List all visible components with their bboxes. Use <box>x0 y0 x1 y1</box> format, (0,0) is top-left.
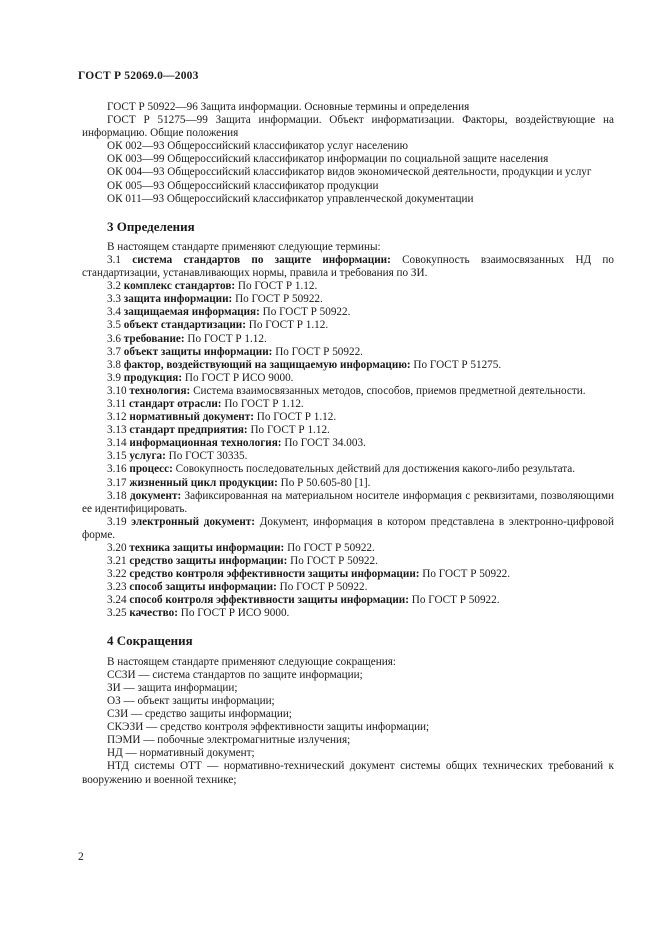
definition-item <box>82 477 614 490</box>
definition-text: По ГОСТ Р 50922. <box>422 568 511 581</box>
definition-number: 3.5 <box>107 319 121 332</box>
page-content <box>82 101 614 787</box>
definition-text: По ГОСТ 30335. <box>168 450 248 463</box>
definition-text: По ГОСТ Р 1.12. <box>237 280 318 293</box>
definition-number: 3.17 <box>107 476 127 489</box>
abbreviation-item: ОЗ — объект защиты информации; <box>107 694 275 707</box>
definition-term: нормативный документ: <box>129 411 254 424</box>
definition-text: По ГОСТ Р 51275. <box>413 358 502 371</box>
section-4-heading: 4 Сокращения <box>107 632 193 648</box>
definition-item <box>82 568 614 581</box>
definition-text: По ГОСТ Р 50922. <box>279 581 368 594</box>
definition-item <box>82 555 614 568</box>
definition-item <box>82 542 614 555</box>
definition-number: 3.11 <box>107 397 127 410</box>
reference-item: ОК 011—93 Общероссийский классификатор управленческой документации <box>107 192 474 205</box>
definition-text: По ГОСТ Р 1.12. <box>187 332 267 345</box>
definition-text: По ГОСТ Р 50922. <box>262 306 351 319</box>
page-number: 2 <box>78 851 84 863</box>
definition-item <box>82 450 614 463</box>
definition-term: процесс: <box>129 463 173 476</box>
definition-number: 3.12 <box>107 411 127 424</box>
abbreviation-item: ПЭМИ — побочные электромагнитные излучения; <box>107 734 351 747</box>
definition-text: По ГОСТ Р 50922. <box>411 594 500 607</box>
definition-item <box>82 581 614 594</box>
definition-term: продукция: <box>123 371 183 384</box>
definition-item <box>82 490 614 516</box>
definition-text: По Р 50.605-80 [1]. <box>280 476 371 489</box>
definition-term: система стандартов по защите информации: <box>132 253 391 266</box>
definition-item <box>82 411 614 424</box>
definition-term: фактор, воздействующий на защищаемую информацию: <box>123 358 411 371</box>
definition-item <box>82 398 614 411</box>
definition-item <box>82 306 614 319</box>
definition-number: 3.7 <box>107 345 121 358</box>
definition-text: Система взаимосвязанных методов, способов, приемов предметной деятельности. <box>193 384 586 397</box>
definition-number: 3.9 <box>107 371 121 384</box>
definition-item <box>82 254 614 280</box>
definition-text: По ГОСТ Р ИСО 9000. <box>180 607 290 620</box>
definition-term: жизненный цикл продукции: <box>129 476 278 489</box>
definition-number: 3.16 <box>107 463 127 476</box>
definition-number: 3.8 <box>107 358 121 371</box>
definition-term: защищаемая информация: <box>123 306 260 319</box>
definition-item <box>82 424 614 437</box>
document-header: ГОСТ Р 52069.0—2003 <box>78 70 199 82</box>
definition-term: объект стандартизации: <box>123 319 246 332</box>
definition-term: требование: <box>123 332 185 345</box>
reference-item: ГОСТ Р 51275—99 Защита информации. Объект информатизации. Факторы, воздействующие на информацию. Общие положения <box>82 114 614 140</box>
definition-text: Зафиксированная на материальном носителе информация с реквизитами, позволяющими ее идентифицировать. <box>82 489 615 515</box>
definition-item <box>82 372 614 385</box>
definition-text: Совокупность взаимосвязанных НД по стандартизации, устанавливающих нормы, правила и требования по ЗИ. <box>82 253 614 280</box>
definition-number: 3.3 <box>107 293 121 306</box>
definition-term: защита информации: <box>123 293 233 306</box>
definition-number: 3.23 <box>107 581 127 594</box>
definition-text: По ГОСТ Р 50922. <box>290 555 378 568</box>
definition-number: 3.2 <box>107 280 121 293</box>
definition-number: 3.10 <box>107 384 127 397</box>
definition-term: информационная технология: <box>129 437 282 450</box>
definition-item <box>82 516 614 542</box>
definition-number: 3.14 <box>107 437 127 450</box>
definition-number: 3.20 <box>107 542 127 554</box>
abbreviation-item: НД — нормативный документ; <box>107 747 255 760</box>
definition-number: 3.24 <box>107 594 127 607</box>
definitions-list <box>82 254 614 621</box>
definition-term: качество: <box>129 607 178 620</box>
definition-number: 3.18 <box>107 489 127 502</box>
reference-item: ОК 005—93 Общероссийский классификатор продукции <box>107 179 379 192</box>
definition-item <box>82 293 614 306</box>
definition-text: По ГОСТ Р 50922. <box>275 345 363 358</box>
definition-number: 3.25 <box>107 607 127 620</box>
definition-number: 3.21 <box>107 555 127 568</box>
definition-item <box>82 319 614 332</box>
definition-term: стандарт отрасли: <box>128 397 222 410</box>
abbreviation-item: СКЭЗИ — средство контроля эффективности защиты информации; <box>107 721 430 734</box>
abbreviation-item: ССЗИ — система стандартов по защите информации; <box>107 668 363 681</box>
definition-term: услуга: <box>129 450 166 463</box>
definition-text: По ГОСТ Р 1.12. <box>224 397 304 410</box>
definition-text: Документ, информация в котором представлена в электронно-цифровой форме. <box>82 515 615 541</box>
section-3-intro: В настоящем стандарте применяют следующие термины: <box>107 240 381 253</box>
definition-term: технология: <box>129 384 191 397</box>
reference-item: ОК 004—93 Общероссийский классификатор видов экономической деятельности, продукции и услуг <box>107 166 592 179</box>
definition-text: По ГОСТ Р 1.12. <box>248 319 329 332</box>
definition-term: средство защиты информации: <box>129 555 288 568</box>
definition-term: способ контроля эффективности защиты информации: <box>129 594 409 607</box>
definition-term: техника защиты информации: <box>129 542 285 554</box>
definition-text: По ГОСТ Р 1.12. <box>250 424 330 437</box>
definition-text: По ГОСТ Р ИСО 9000. <box>184 371 294 384</box>
definition-item <box>82 385 614 398</box>
definition-term: стандарт предприятия: <box>129 424 248 437</box>
definition-term: средство контроля эффективности защиты информации: <box>129 568 420 581</box>
definition-number: 3.6 <box>107 332 121 345</box>
definition-number: 3.22 <box>107 568 127 581</box>
definition-item <box>82 359 614 372</box>
definition-number: 3.15 <box>107 450 127 463</box>
definition-number: 3.19 <box>107 515 127 528</box>
abbreviations-list <box>82 669 614 787</box>
definition-text: По ГОСТ Р 50922. <box>235 293 323 306</box>
abbreviation-item: ЗИ — защита информации; <box>107 681 238 694</box>
definition-term: комплекс стандартов: <box>123 280 236 293</box>
reference-item: ОК 002—93 Общероссийский классификатор услуг населению <box>107 140 409 153</box>
definition-term: объект защиты информации: <box>123 345 273 358</box>
definition-item <box>82 607 614 620</box>
reference-item: ГОСТ Р 50922—96 Защита информации. Основные термины и определения <box>107 101 470 113</box>
definition-text: По ГОСТ Р 1.12. <box>256 411 337 424</box>
definition-number: 3.4 <box>107 306 121 319</box>
reference-item: ОК 003—99 Общероссийский классификатор информации по социальной защите населения <box>107 153 549 166</box>
definition-text: По ГОСТ 34.003. <box>284 437 366 450</box>
references-list <box>82 101 614 206</box>
definition-item <box>82 594 614 607</box>
definition-text: По ГОСТ Р 50922. <box>287 542 375 554</box>
definition-item <box>82 463 614 476</box>
abbreviation-item: СЗИ — средство защиты информации; <box>107 708 292 721</box>
abbreviation-item: НТД системы ОТТ — нормативно-технический документ системы общих технических требований к вооружению и военной технике; <box>82 760 614 786</box>
section-4-intro: В настоящем стандарте применяют следующие сокращения: <box>107 655 396 668</box>
definition-term: способ защиты информации: <box>129 581 277 594</box>
section-3-heading: 3 Определения <box>107 218 195 234</box>
definition-term: электронный документ: <box>131 515 256 528</box>
definition-number: 3.1 <box>107 253 121 266</box>
definition-item <box>82 280 614 293</box>
definition-text: Совокупность последовательных действий для достижения какого-либо результата. <box>175 463 576 476</box>
definition-item <box>82 437 614 450</box>
definition-number: 3.13 <box>107 424 127 437</box>
definition-term: документ: <box>129 489 182 502</box>
definition-item <box>82 333 614 346</box>
definition-item <box>82 346 614 359</box>
